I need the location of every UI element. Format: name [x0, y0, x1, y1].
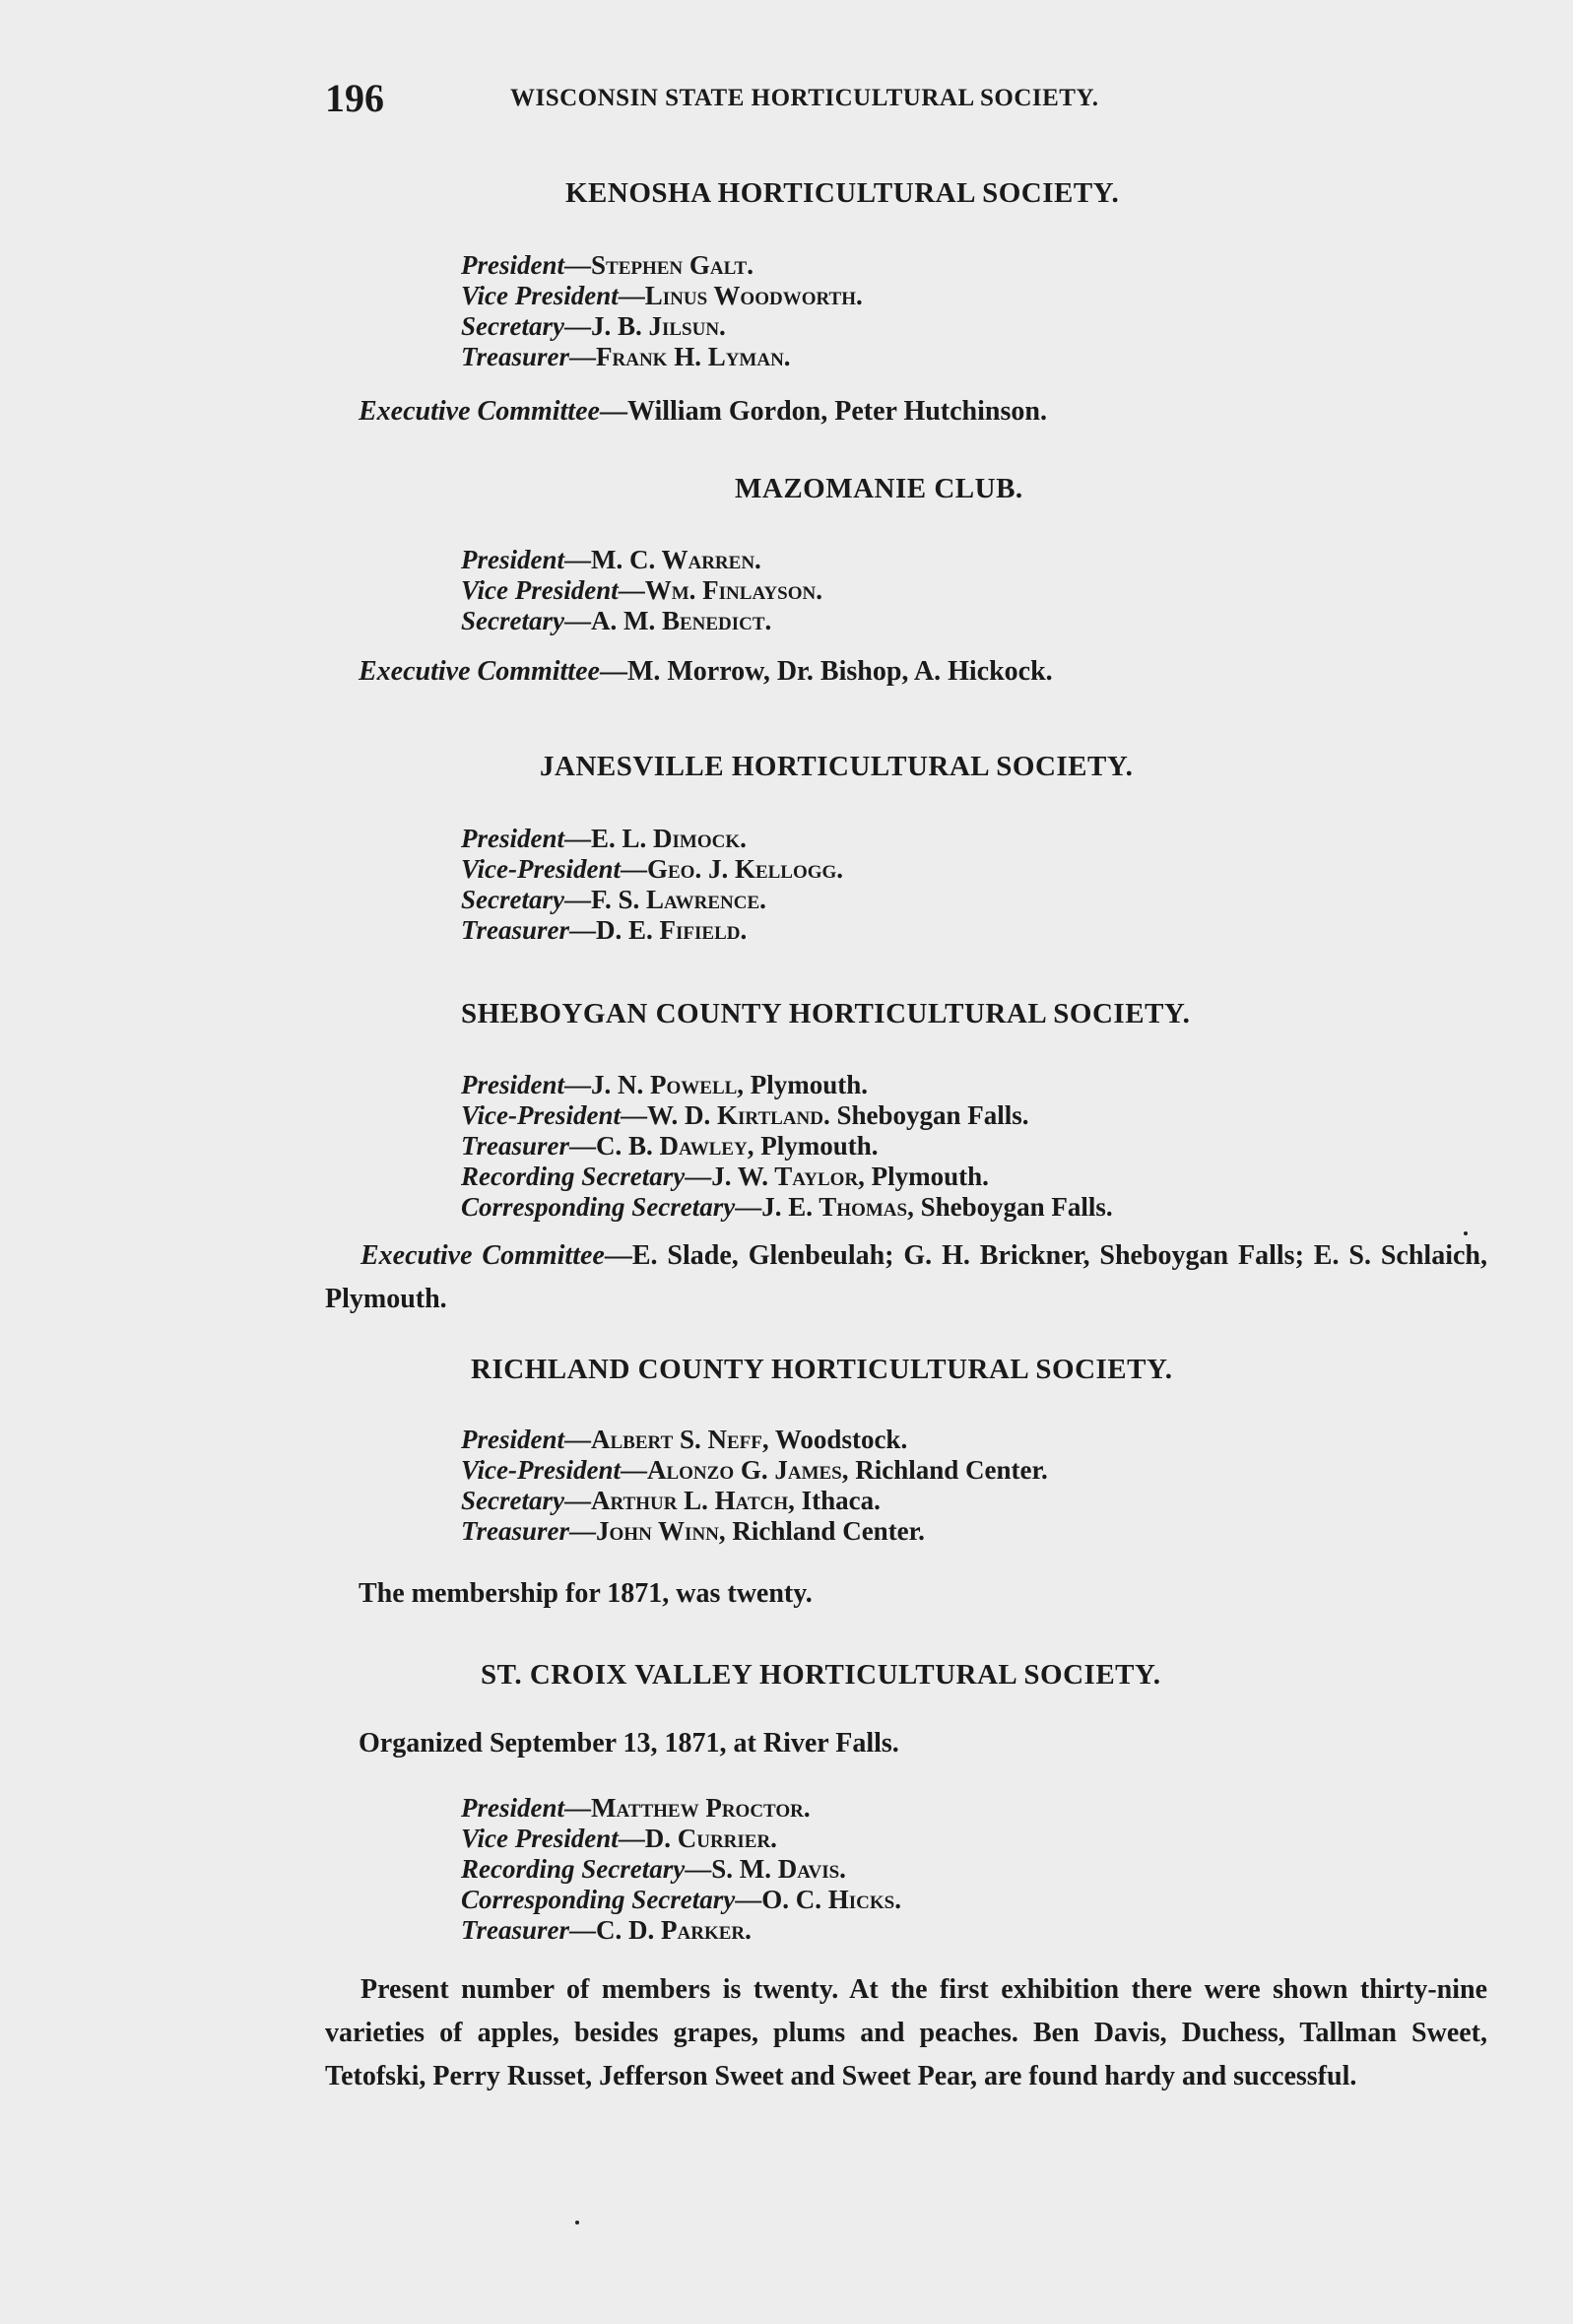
- running-head: [325, 75, 1507, 124]
- executive-committee-sheboygan: Executive Committee—E. Slade, Glenbeulah; G. H. Brickner, Sheboygan Falls; E. S. Schlaich, Plymouth.: [325, 1240, 1487, 1314]
- society-heading-sheboygan: SHEBOYGAN COUNTY HORTICULTURAL SOCIETY.: [461, 998, 1191, 1029]
- officer-line: Secretary—J. B. Jilsun.: [461, 311, 726, 341]
- society-heading-kenosha: KENOSHA HORTICULTURAL SOCIETY.: [565, 177, 1120, 209]
- officer-line: Vice President—D. Currier.: [461, 1824, 777, 1853]
- officer-line: Corresponding Secretary—O. C. Hicks.: [461, 1885, 901, 1914]
- officer-line: Recording Secretary—J. W. Taylor, Plymouth.: [461, 1162, 989, 1191]
- print-speck: [1464, 1231, 1468, 1235]
- officer-line: Recording Secretary—S. M. Davis.: [461, 1854, 846, 1884]
- officer-list-richland: [461, 1425, 1048, 1547]
- running-title: WISCONSIN STATE HORTICULTURAL SOCIETY.: [510, 85, 1099, 111]
- officer-list-janesville: [461, 824, 843, 946]
- officer-line: President—M. C. Warren.: [461, 545, 761, 574]
- officer-line: Vice-President—Geo. J. Kellogg.: [461, 854, 844, 884]
- executive-committee-mazomanie: Executive Committee—M. Morrow, Dr. Bishop, A. Hickock.: [359, 656, 1053, 687]
- officer-line: President—E. L. Dimock.: [461, 824, 747, 853]
- officer-line: President—Matthew Proctor.: [461, 1793, 811, 1823]
- officer-line: Treasurer—John Winn, Richland Center.: [461, 1516, 925, 1546]
- page-number: 196: [325, 76, 384, 120]
- society-heading-st-croix: ST. CROIX VALLEY HORTICULTURAL SOCIETY.: [481, 1659, 1161, 1691]
- print-speck: [575, 2221, 579, 2224]
- officer-line: Secretary—Arthur L. Hatch, Ithaca.: [461, 1486, 881, 1515]
- officer-line: Corresponding Secretary—J. E. Thomas, Sheboygan Falls.: [461, 1192, 1113, 1222]
- closing-paragraph: Present number of members is twenty. At the first exhibition there were shown thirty-nine varieties of apples, besides grapes, plums and peaches. Ben Davis, Duchess, Tallman Sweet, Tetofski, Perry Russet, Jefferson Sweet and Sweet Pear, are found hardy and successful.: [325, 1974, 1487, 2092]
- society-heading-janesville: JANESVILLE HORTICULTURAL SOCIETY.: [540, 751, 1134, 782]
- officer-line: Vice President—Linus Woodworth.: [461, 281, 863, 310]
- society-heading-richland: RICHLAND COUNTY HORTICULTURAL SOCIETY.: [471, 1354, 1173, 1385]
- officer-line: Treasurer—C. D. Parker.: [461, 1915, 752, 1945]
- executive-committee-kenosha: Executive Committee—William Gordon, Peter Hutchinson.: [359, 396, 1047, 427]
- officer-line: Treasurer—Frank H. Lyman.: [461, 342, 791, 371]
- officer-line: Treasurer—D. E. Fifield.: [461, 915, 748, 945]
- officer-list-mazomanie: [461, 545, 822, 636]
- membership-note: The membership for 1871, was twenty.: [359, 1578, 813, 1609]
- society-heading-mazomanie: MAZOMANIE CLUB.: [735, 473, 1023, 504]
- officer-line: President—Stephen Galt.: [461, 250, 754, 280]
- officer-line: Vice-President—Alonzo G. James, Richland Center.: [461, 1455, 1048, 1485]
- officer-line: Treasurer—C. B. Dawley, Plymouth.: [461, 1131, 879, 1161]
- officer-line: President—J. N. Powell, Plymouth.: [461, 1070, 869, 1099]
- organized-note: Organized September 13, 1871, at River Falls.: [359, 1728, 899, 1759]
- officer-line: Vice-President—W. D. Kirtland. Sheboygan Falls.: [461, 1100, 1029, 1130]
- officer-line: Secretary—A. M. Benedict.: [461, 606, 772, 635]
- officer-line: Vice President—Wm. Finlayson.: [461, 575, 822, 605]
- officer-list-kenosha: [461, 250, 863, 372]
- officer-line: Secretary—F. S. Lawrence.: [461, 885, 766, 914]
- officer-list-st-croix: [461, 1793, 901, 1946]
- officer-list-sheboygan: [461, 1070, 1113, 1223]
- officer-line: President—Albert S. Neff, Woodstock.: [461, 1425, 908, 1454]
